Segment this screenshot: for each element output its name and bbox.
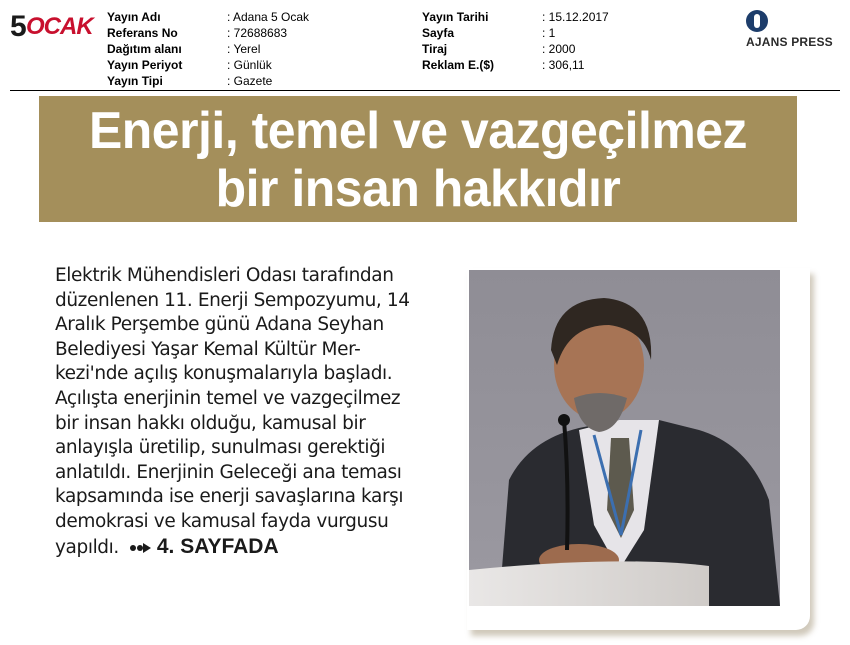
article-line: anlayışla üretilip, sunulması gerektiği [55,437,386,459]
meta-left [107,9,309,89]
meta-label: Tiraj [422,42,448,56]
article-line: Elektrik Mühendisleri Odası tarafından [55,265,394,286]
meta-label: Yayın Tipi [107,74,163,88]
agency-logo [744,10,844,50]
article-line: kezi'nde açılış konuşmalarıyla başladı. [55,363,393,385]
page-reference: 4. SAYFADA [156,534,279,558]
article-line: Belediyesi Yaşar Kemal Kültür Mer- [55,338,361,360]
meta-label: Reklam E.($) [422,58,495,72]
article-line: anlatıldı. Enerjinin Geleceği ana teması [55,461,402,483]
meta-value: : Günlük [227,58,272,72]
agency-name: AJANS PRESS [746,35,833,49]
meta-row [422,57,609,73]
meta-label: Dağıtım alanı [107,42,182,56]
speaker-photo-illustration [469,270,780,606]
logo-number: 5 [10,10,27,43]
meta-label: Yayın Adı [107,10,161,24]
article-line: bir insan hakkı olduğu, kamusal bir [55,412,366,434]
meta-row [422,25,609,41]
meta-value: : Adana 5 Ocak [227,10,310,24]
meta-row [422,9,609,25]
article-line: demokrasi ve kamusal fayda vurgusu [55,510,389,532]
meta-value: : Gazete [227,74,273,88]
article-body [55,264,475,560]
meta-row [107,25,309,41]
meta-value: : 15.12.2017 [542,10,609,24]
meta-row [107,41,309,57]
headline [54,102,782,218]
headline-banner [39,96,797,222]
meta-value: : 1 [542,26,556,40]
meta-value: : 306,11 [542,58,585,72]
meta-value: : Yerel [227,42,261,56]
headline-line-1: Enerji, temel ve vazgeçilmez [88,102,748,160]
newspaper-logo [8,10,100,44]
meta-value: : 72688683 [227,26,288,40]
article-line: Açılışta enerjinin temel ve vazgeçilmez [55,387,401,409]
meta-row [107,57,309,73]
agency-mark-icon [746,10,768,32]
article-line: Aralık Perşembe günü Adana Seyhan [55,314,384,336]
article-last-text: yapıldı. [55,536,119,558]
meta-row [107,73,309,89]
meta-right [422,9,609,73]
logo-name: OCAK [26,13,93,40]
header-divider [10,90,840,91]
meta-label: Yayın Periyot [107,58,183,72]
headline-line-2: bir insan hakkıdır [215,160,621,218]
meta-value: : 2000 [542,42,576,56]
meta-row [422,41,609,57]
meta-label: Sayfa [422,26,455,40]
arrow-right-icon [129,541,153,555]
meta-label: Yayın Tarihi [422,10,489,24]
article-line: düzenlenen 11. Enerji Sempozyumu, 14 [55,289,410,311]
article-line: kapsamında ise enerji savaşlarına karşı [55,486,404,508]
meta-row [107,9,309,25]
speaker-photo [469,270,780,606]
article-last-line [55,535,475,561]
meta-label: Referans No [107,26,178,40]
